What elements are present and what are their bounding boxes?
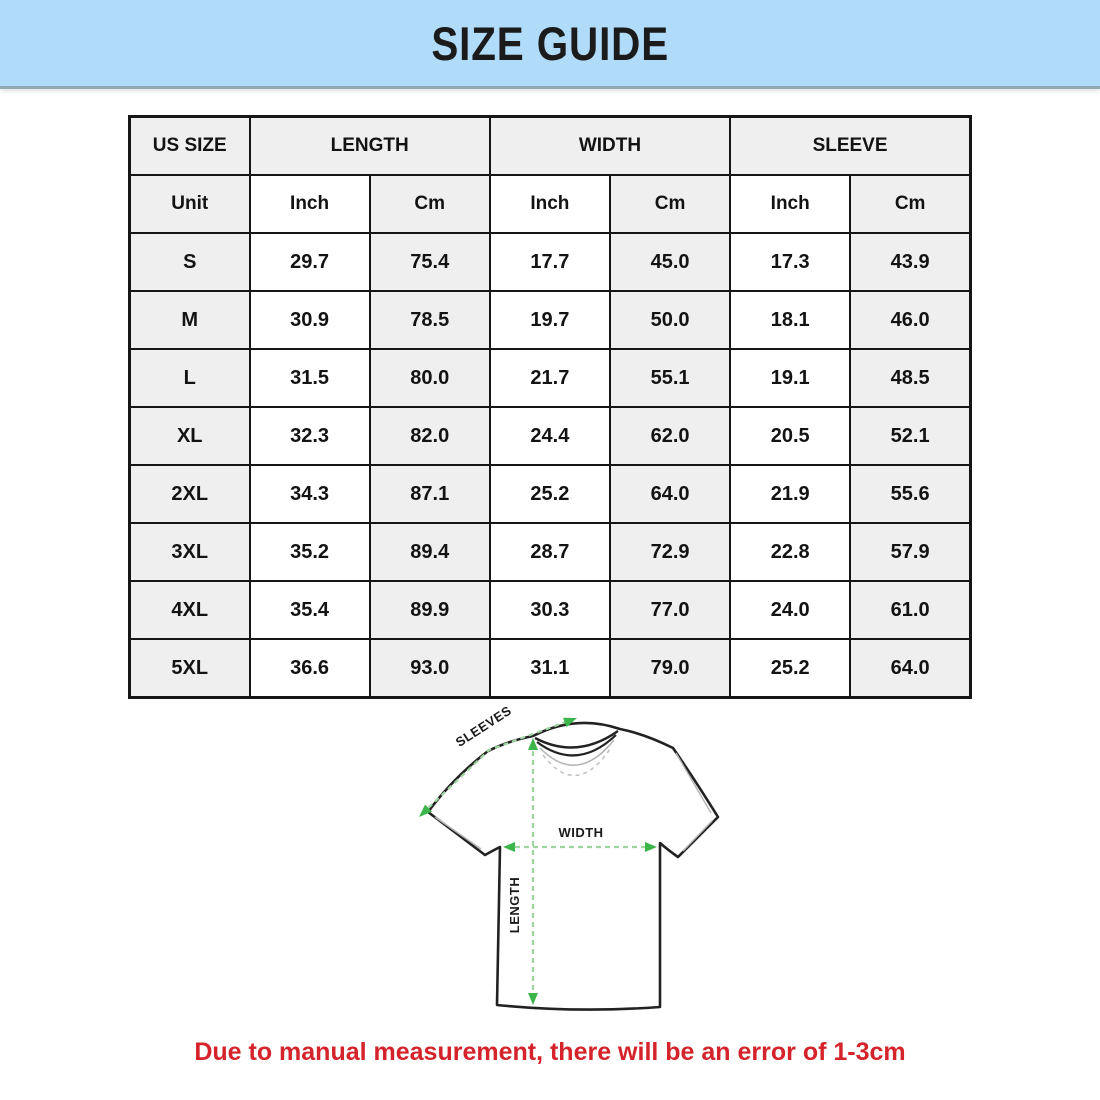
col-header-us-size: US SIZE: [130, 117, 250, 176]
value-cell: 32.3: [250, 407, 370, 465]
col-header-width: WIDTH: [490, 117, 730, 176]
value-cell: 64.0: [850, 639, 970, 698]
value-cell: 36.6: [250, 639, 370, 698]
value-cell: 25.2: [490, 465, 610, 523]
value-cell: 31.5: [250, 349, 370, 407]
value-cell: 17.3: [730, 233, 850, 291]
value-cell: 62.0: [610, 407, 730, 465]
value-cell: 75.4: [370, 233, 490, 291]
table-row: [130, 291, 971, 349]
tshirt-outline: [428, 723, 718, 1010]
value-cell: 25.2: [730, 639, 850, 698]
unit-cm-cell: Cm: [610, 175, 730, 233]
unit-cm-cell: Cm: [370, 175, 490, 233]
table-row: [130, 349, 971, 407]
table-header-row: [130, 117, 971, 176]
value-cell: 30.9: [250, 291, 370, 349]
value-cell: 34.3: [250, 465, 370, 523]
unit-inch-cell: Inch: [250, 175, 370, 233]
value-cell: 19.1: [730, 349, 850, 407]
value-cell: 28.7: [490, 523, 610, 581]
value-cell: 30.3: [490, 581, 610, 639]
value-cell: 57.9: [850, 523, 970, 581]
col-header-sleeve: SLEEVE: [730, 117, 970, 176]
size-table: [128, 115, 972, 699]
length-label: LENGTH: [507, 876, 522, 934]
value-cell: 35.4: [250, 581, 370, 639]
page-title: SIZE GUIDE: [431, 16, 669, 70]
size-cell: 2XL: [130, 465, 250, 523]
table-row: [130, 639, 971, 698]
table-row: [130, 465, 971, 523]
value-cell: 87.1: [370, 465, 490, 523]
value-cell: 31.1: [490, 639, 610, 698]
value-cell: 82.0: [370, 407, 490, 465]
value-cell: 64.0: [610, 465, 730, 523]
value-cell: 46.0: [850, 291, 970, 349]
table-row: [130, 233, 971, 291]
unit-header-row: [130, 175, 971, 233]
value-cell: 50.0: [610, 291, 730, 349]
value-cell: 35.2: [250, 523, 370, 581]
value-cell: 24.4: [490, 407, 610, 465]
value-cell: 48.5: [850, 349, 970, 407]
value-cell: 20.5: [730, 407, 850, 465]
size-cell: 3XL: [130, 523, 250, 581]
value-cell: 79.0: [610, 639, 730, 698]
value-cell: 77.0: [610, 581, 730, 639]
unit-inch-cell: Inch: [490, 175, 610, 233]
unit-cm-cell: Cm: [850, 175, 970, 233]
value-cell: 21.7: [490, 349, 610, 407]
value-cell: 29.7: [250, 233, 370, 291]
value-cell: 55.6: [850, 465, 970, 523]
value-cell: 45.0: [610, 233, 730, 291]
value-cell: 21.9: [730, 465, 850, 523]
width-label: WIDTH: [558, 825, 604, 840]
title-banner: [0, 0, 1100, 89]
value-cell: 78.5: [370, 291, 490, 349]
value-cell: 55.1: [610, 349, 730, 407]
sleeves-label: SLEEVES: [452, 702, 515, 750]
value-cell: 72.9: [610, 523, 730, 581]
size-cell: 4XL: [130, 581, 250, 639]
value-cell: 52.1: [850, 407, 970, 465]
value-cell: 43.9: [850, 233, 970, 291]
value-cell: 93.0: [370, 639, 490, 698]
value-cell: 80.0: [370, 349, 490, 407]
size-cell: L: [130, 349, 250, 407]
value-cell: 61.0: [850, 581, 970, 639]
table-row: [130, 407, 971, 465]
value-cell: 24.0: [730, 581, 850, 639]
table-row: [130, 581, 971, 639]
tshirt-measurement-diagram: [390, 690, 790, 1030]
size-cell: 5XL: [130, 639, 250, 698]
size-cell: S: [130, 233, 250, 291]
measurement-disclaimer: Due to manual measurement, there will be an error of 1-3cm: [194, 1038, 906, 1066]
value-cell: 17.7: [490, 233, 610, 291]
unit-inch-cell: Inch: [730, 175, 850, 233]
col-header-length: LENGTH: [250, 117, 490, 176]
unit-header-cell: Unit: [130, 175, 250, 233]
value-cell: 89.9: [370, 581, 490, 639]
value-cell: 18.1: [730, 291, 850, 349]
size-cell: M: [130, 291, 250, 349]
value-cell: 22.8: [730, 523, 850, 581]
value-cell: 19.7: [490, 291, 610, 349]
table-row: [130, 523, 971, 581]
value-cell: 89.4: [370, 523, 490, 581]
size-cell: XL: [130, 407, 250, 465]
